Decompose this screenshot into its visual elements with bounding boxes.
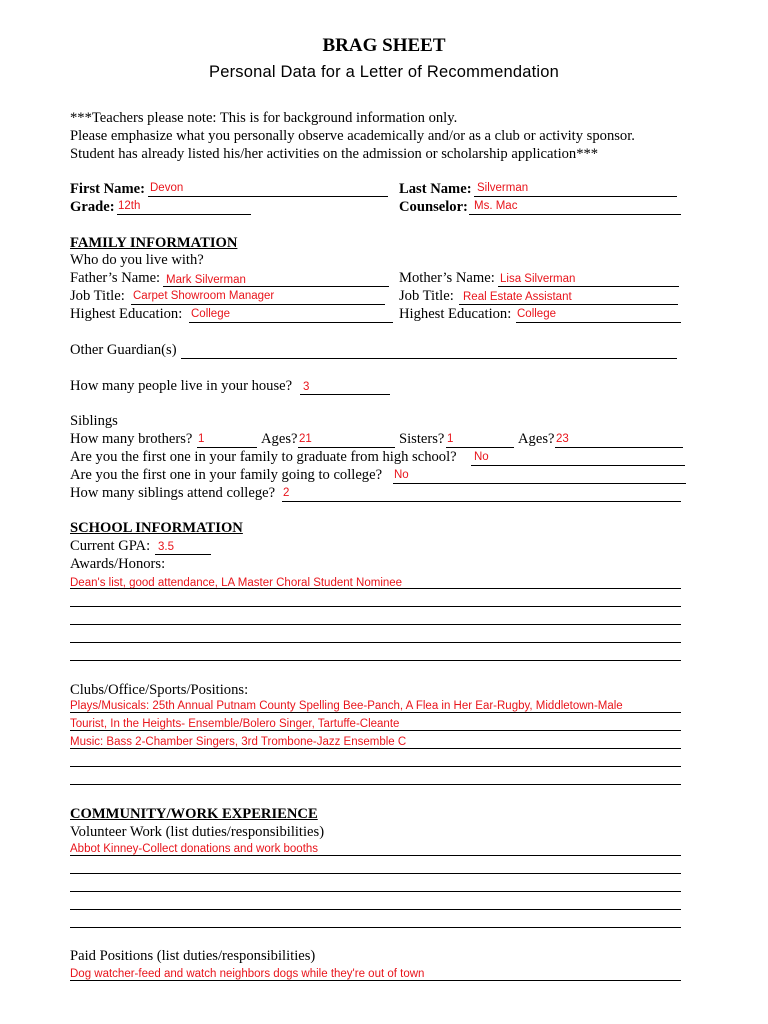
clubs-line-4[interactable]	[70, 766, 681, 767]
clubs-line-2[interactable]	[70, 730, 681, 731]
sisters-label: Sisters?	[399, 431, 445, 447]
mother-name-value: Lisa Silverman	[500, 273, 576, 285]
awards-line-4[interactable]	[70, 642, 681, 643]
awards-line-5[interactable]	[70, 660, 681, 661]
sisters-ages-label: Ages?	[518, 431, 555, 447]
volunteer-line-2[interactable]	[70, 873, 681, 874]
gpa-value: 3.5	[158, 541, 174, 553]
volunteer-line-3[interactable]	[70, 891, 681, 892]
who-label: Who do you live with?	[70, 252, 204, 268]
father-name-value: Mark Silverman	[166, 274, 246, 286]
father-job-label: Job Title:	[70, 288, 125, 304]
first-college-field[interactable]	[393, 467, 686, 484]
page-title: BRAG SHEET	[322, 35, 446, 56]
mother-education-value: College	[517, 308, 556, 320]
counselor-label: Counselor:	[399, 199, 468, 215]
sisters-ages-value: 23	[556, 433, 569, 445]
grade-value: 12th	[118, 200, 141, 212]
volunteer-line-1[interactable]	[70, 855, 681, 856]
father-job-value: Carpet Showroom Manager	[133, 290, 275, 302]
mother-job-label: Job Title:	[399, 288, 454, 304]
first-college-label: Are you the first one in your family going to college?	[70, 467, 383, 483]
household-field[interactable]	[300, 378, 390, 395]
clubs-line-1[interactable]	[70, 712, 681, 713]
first-name-label: First Name:	[70, 181, 145, 197]
other-guardian-field[interactable]	[181, 342, 677, 359]
note-line-2: Please emphasize what you personally observe academically and/or as a club or activity sponsor.	[70, 128, 635, 144]
brothers-label: How many brothers?	[70, 431, 193, 447]
gpa-label: Current GPA:	[70, 538, 151, 554]
other-guardian-label: Other Guardian(s)	[70, 342, 177, 358]
brothers-ages-value: 21	[299, 433, 312, 445]
first-name-value: Devon	[150, 182, 184, 194]
brothers-ages-field[interactable]	[298, 431, 395, 448]
clubs-value-2: Tourist, In the Heights- Ensemble/Bolero Singer, Tartuffe-Cleante	[70, 718, 400, 730]
school-heading: SCHOOL INFORMATION	[70, 520, 243, 536]
siblings-college-label: How many siblings attend college?	[70, 485, 276, 501]
counselor-value: Ms. Mac	[474, 200, 518, 212]
father-education-label: Highest Education:	[70, 306, 183, 322]
brothers-field[interactable]	[197, 431, 257, 448]
first-name-field[interactable]	[148, 180, 388, 197]
clubs-line-5[interactable]	[70, 784, 681, 785]
clubs-value-3: Music: Bass 2-Chamber Singers, 3rd Trombone-Jazz Ensemble C	[70, 736, 407, 748]
mother-name-label: Mother’s Name:	[399, 270, 495, 286]
grade-label: Grade:	[70, 199, 115, 215]
paid-value: Dog watcher-feed and watch neighbors dogs while they're out of town	[70, 968, 425, 980]
volunteer-value: Abbot Kinney-Collect donations and work booths	[70, 843, 319, 855]
volunteer-line-4[interactable]	[70, 909, 681, 910]
mother-job-value: Real Estate Assistant	[463, 291, 572, 303]
awards-line-3[interactable]	[70, 624, 681, 625]
siblings-label: Siblings	[70, 413, 118, 429]
clubs-label: Clubs/Office/Sports/Positions:	[70, 682, 249, 698]
note-line-1: ***Teachers please note: This is for background information only.	[70, 110, 458, 126]
paid-line-1[interactable]	[70, 980, 681, 981]
brothers-value: 1	[198, 433, 205, 445]
awards-line-2[interactable]	[70, 606, 681, 607]
last-name-value: Silverman	[477, 182, 529, 194]
household-value: 3	[303, 381, 310, 393]
volunteer-line-5[interactable]	[70, 927, 681, 928]
last-name-label: Last Name:	[399, 181, 472, 197]
first-college-value: No	[394, 469, 409, 481]
siblings-college-value: 2	[283, 487, 290, 499]
awards-line-1[interactable]	[70, 588, 681, 589]
clubs-value-1: Plays/Musicals: 25th Annual Putnam County Spelling Bee-Panch, A Flea in Her Ear-Rugby, Middletown-Male	[70, 700, 623, 712]
siblings-college-field[interactable]	[282, 485, 681, 502]
awards-label: Awards/Honors:	[70, 556, 166, 572]
first-hs-label: Are you the first one in your family to graduate from high school?	[70, 449, 457, 465]
sisters-value: 1	[447, 433, 454, 445]
mother-education-label: Highest Education:	[399, 306, 512, 322]
family-heading: FAMILY INFORMATION	[70, 235, 238, 251]
community-heading: COMMUNITY/WORK EXPERIENCE	[70, 806, 318, 822]
household-label: How many people live in your house?	[70, 378, 293, 394]
sisters-ages-field[interactable]	[555, 431, 683, 448]
page-subtitle: Personal Data for a Letter of Recommendation	[209, 63, 559, 81]
sisters-field[interactable]	[446, 431, 514, 448]
first-hs-field[interactable]	[471, 449, 685, 466]
father-name-label: Father’s Name:	[70, 270, 161, 286]
first-hs-value: No	[474, 451, 489, 463]
awards-value: Dean's list, good attendance, LA Master Choral Student Nominee	[70, 577, 403, 589]
father-education-value: College	[191, 308, 230, 320]
brothers-ages-label: Ages?	[261, 431, 298, 447]
volunteer-label: Volunteer Work (list duties/responsibilities)	[70, 824, 325, 840]
note-line-3: Student has already listed his/her activities on the admission or scholarship application***	[70, 146, 599, 162]
clubs-line-3[interactable]	[70, 748, 681, 749]
paid-label: Paid Positions (list duties/responsibilities)	[70, 948, 316, 964]
